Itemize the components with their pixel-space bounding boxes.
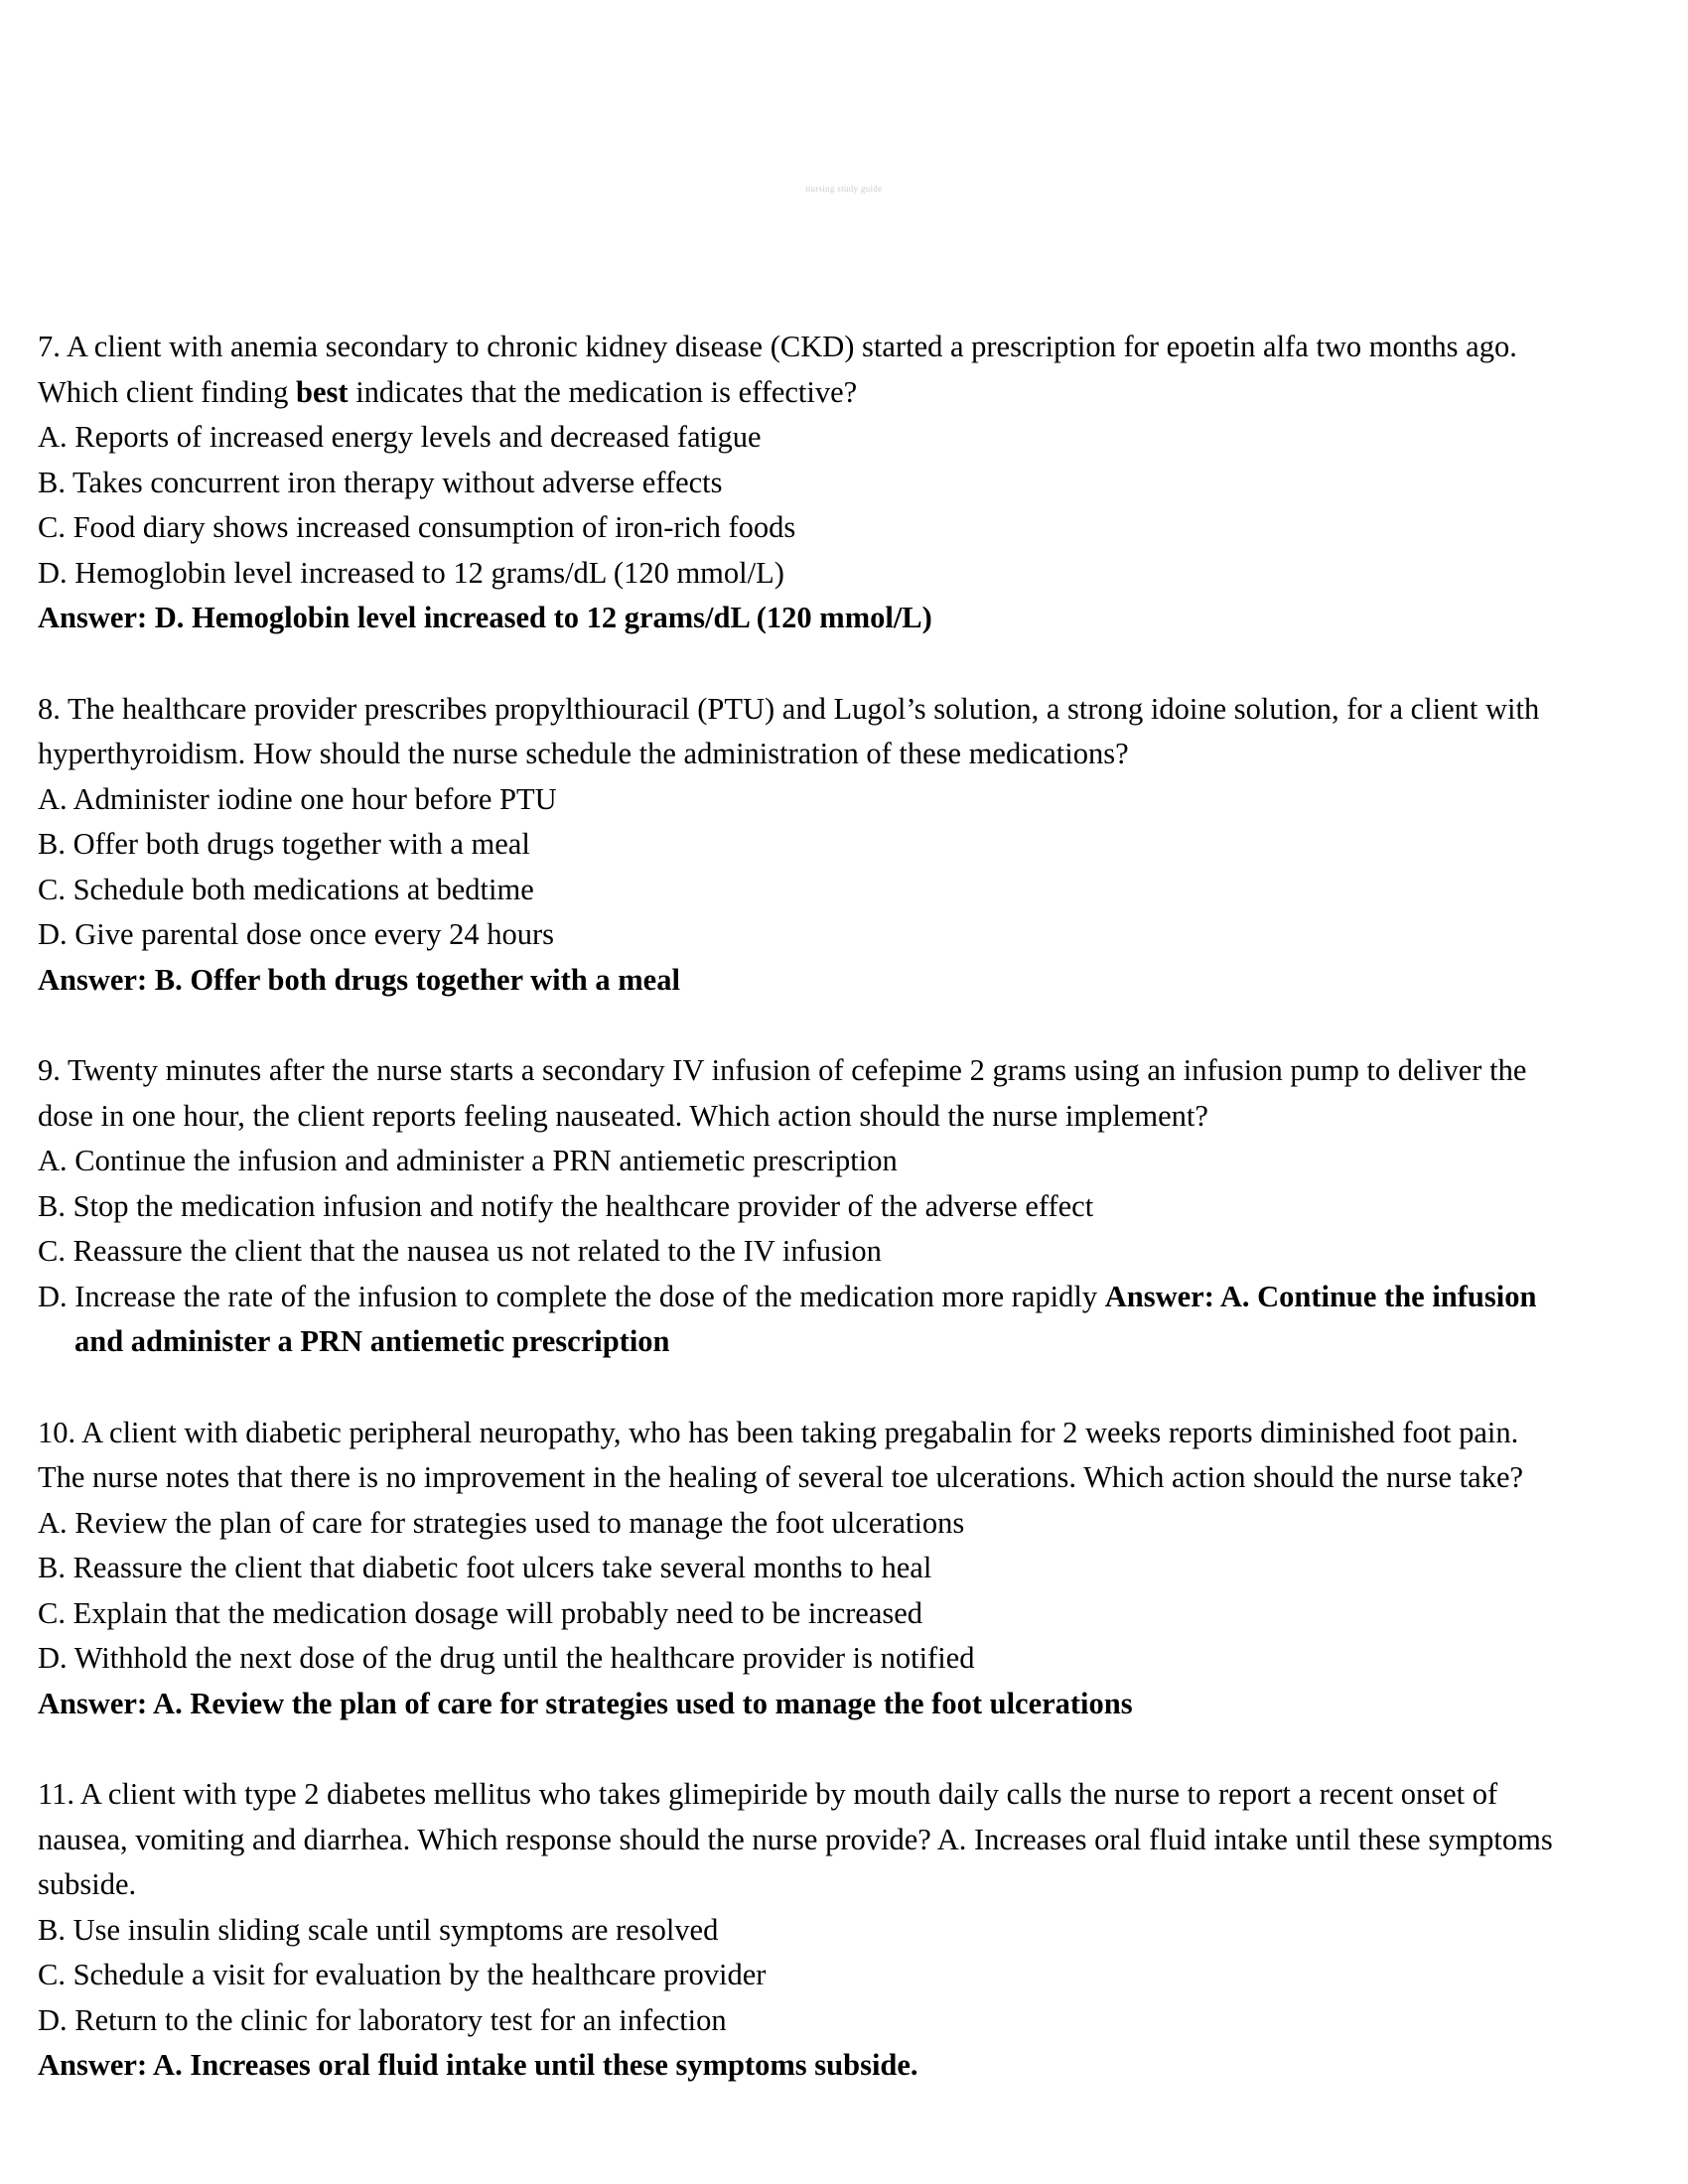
question-9-option-a[interactable]: A. Continue the infusion and administer a PRN antiemetic prescription (38, 1144, 898, 1177)
question-7-option-d[interactable]: D. Hemoglobin level increased to 12 grams/dL (120 mmol/L) (38, 555, 784, 590)
document-body (38, 325, 1567, 2089)
question-11-answer: Answer: A. Increases oral fluid intake until these symptoms subside. (38, 2048, 918, 2082)
question-7-option-b[interactable]: B. Takes concurrent iron therapy without adverse effects (38, 465, 723, 499)
question-8-option-b[interactable]: B. Offer both drugs together with a meal (38, 827, 530, 861)
question-11-option-c[interactable]: C. Schedule a visit for evaluation by the healthcare provider (38, 1958, 767, 1991)
question-stem-7-part2: indicates that the medication is effective? (348, 374, 858, 409)
question-10-option-a[interactable]: A. Review the plan of care for strategies used to manage the foot ulcerations (38, 1505, 965, 1540)
question-8-answer: Answer: B. Offer both drugs together with a meal (38, 962, 680, 997)
question-9-option-d-text: D. Increase the rate of the infusion to complete the dose of the medication more rapidly (38, 1279, 1105, 1313)
question-7-answer: Answer: D. Hemoglobin level increased to 12 grams/dL (120 mmol/L) (38, 601, 932, 634)
question-stem-10: 10. A client with diabetic peripheral neuropathy, who has been taking pregabalin for 2 weeks reports diminished foot pain. The nurse notes that there is no improvement in the healing of several toe ulcerations. Which action should the nurse take? (38, 1415, 1524, 1494)
question-9-option-b[interactable]: B. Stop the medication infusion and notify the healthcare provider of the adverse effect (38, 1188, 1094, 1223)
question-9-answer: Answer: A. Continue the infusion and administer a PRN antiemetic prescription (74, 1279, 1537, 1358)
question-stem-8: 8. The healthcare provider prescribes propylthiouracil (PTU) and Lugol’s solution, a strong idoine solution, for a client with hyperthyroidism. How should the nurse schedule the administration of these medications? (38, 691, 1540, 770)
question-10-option-b[interactable]: B. Reassure the client that diabetic foot ulcers take several months to heal (38, 1551, 932, 1584)
question-11-option-d[interactable]: D. Return to the clinic for laboratory test for an infection (38, 2002, 727, 2037)
question-block-11 (38, 1772, 1567, 2089)
question-stem-7-part1: 7. A client with anemia secondary to chronic kidney disease (CKD) started a prescription for epoetin alfa two months ago. Which client finding (38, 330, 1517, 409)
question-7-option-c[interactable]: C. Food diary shows increased consumption of iron-rich foods (38, 510, 796, 544)
question-10-option-c[interactable]: C. Explain that the medication dosage will probably need to be increased (38, 1595, 923, 1630)
question-9-option-c[interactable]: C. Reassure the client that the nausea us not related to the IV infusion (38, 1234, 882, 1268)
question-stem-11: 11. A client with type 2 diabetes mellitus who takes glimepiride by mouth daily calls the nurse to report a recent onset of nausea, vomiting and diarrhea. Which response should the nurse provide? A. Increases oral fluid intake until these symptoms subside. (38, 1777, 1553, 1901)
question-block-8 (38, 687, 1567, 1004)
question-11-option-b[interactable]: B. Use insulin sliding scale until symptoms are resolved (38, 1912, 719, 1947)
question-10-answer: Answer: A. Review the plan of care for strategies used to manage the foot ulcerations (38, 1686, 1133, 1720)
question-10-option-d[interactable]: D. Withhold the next dose of the drug until the healthcare provider is notified (38, 1641, 975, 1675)
page-header-watermark: nursing study guide (805, 184, 883, 194)
question-block-9 (38, 1048, 1567, 1365)
question-9-option-d-with-answer[interactable] (38, 1275, 1567, 1365)
question-block-10 (38, 1411, 1567, 1727)
question-stem-9: 9. Twenty minutes after the nurse starts a secondary IV infusion of cefepime 2 grams using an infusion pump to deliver the dose in one hour, the client reports feeling nauseated. Which action should the nurse implement? (38, 1053, 1527, 1133)
question-8-option-a[interactable]: A. Administer iodine one hour before PTU (38, 781, 557, 816)
question-stem-7-emphasis: best (296, 374, 349, 409)
question-block-7 (38, 325, 1567, 641)
question-8-option-c[interactable]: C. Schedule both medications at bedtime (38, 872, 534, 906)
question-stem-7 (38, 325, 1567, 415)
question-7-option-a[interactable]: A. Reports of increased energy levels and decreased fatigue (38, 420, 762, 454)
question-8-option-d[interactable]: D. Give parental dose once every 24 hours (38, 917, 555, 951)
